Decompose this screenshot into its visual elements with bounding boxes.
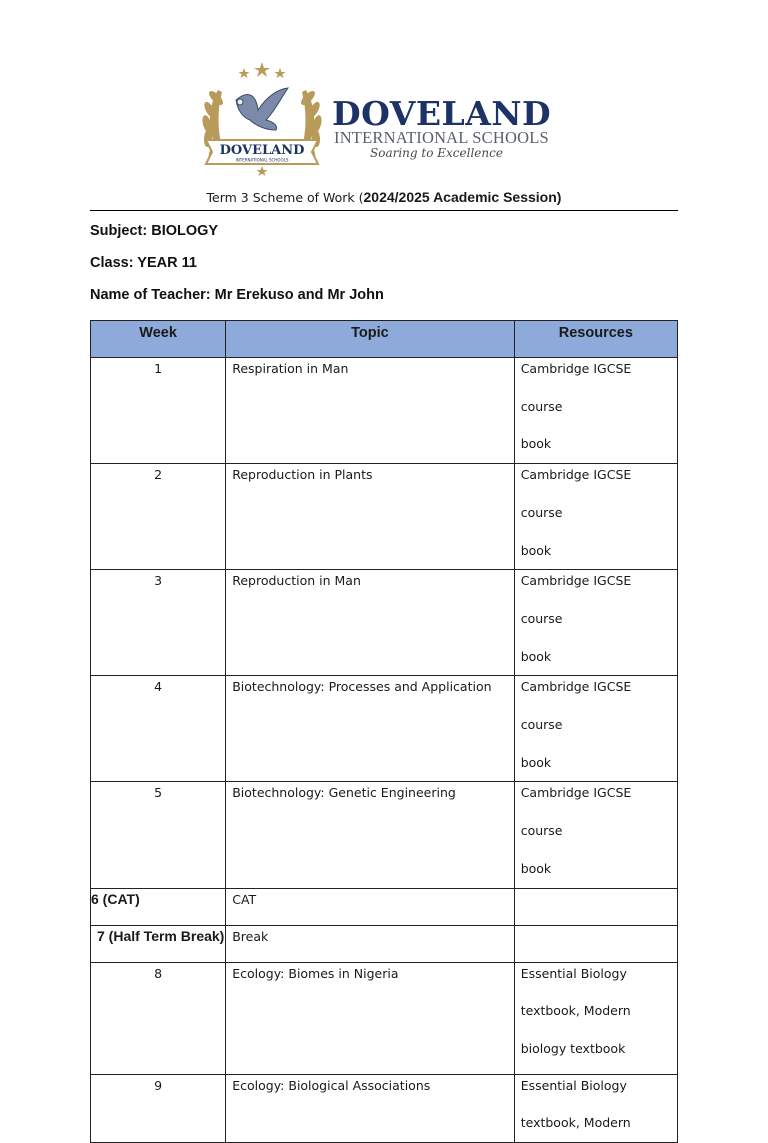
- table-row: [91, 464, 678, 570]
- week-cell: 8: [91, 962, 226, 1074]
- term-title-session: 2024/2025 Academic Session): [363, 189, 562, 205]
- resources-cell: Cambridge IGCSE course book: [514, 782, 677, 888]
- topic-cell: Biotechnology: Processes and Application: [226, 676, 514, 782]
- table-row: [91, 358, 678, 464]
- week-cell: 7 (Half Term Break): [91, 925, 226, 962]
- title-divider: [90, 210, 678, 211]
- column-header-week: Week: [91, 321, 226, 358]
- dove-crest-icon: [196, 60, 328, 180]
- week-cell: 9: [91, 1074, 226, 1142]
- term-title-prefix: Term 3 Scheme of Work (: [206, 190, 364, 205]
- topic-cell: Biotechnology: Genetic Engineering: [226, 782, 514, 888]
- class-line: Class: YEAR 11: [90, 255, 197, 271]
- teacher-line: Name of Teacher: Mr Erekuso and Mr John: [90, 287, 384, 303]
- topic-cell: CAT: [226, 888, 514, 925]
- scheme-table: [90, 320, 678, 1143]
- table-row: [91, 782, 678, 888]
- school-motto: Soaring to Excellence: [370, 146, 503, 160]
- resources-cell: Cambridge IGCSE course book: [514, 676, 677, 782]
- resources-cell: Essential Biology textbook, Modern biology textbook: [514, 962, 677, 1074]
- document-title: [90, 189, 678, 205]
- resources-cell: [514, 888, 677, 925]
- week-cell: 1: [91, 358, 226, 464]
- school-name: DOVELAND: [332, 94, 552, 133]
- topic-cell: Break: [226, 925, 514, 962]
- week-cell: 4: [91, 676, 226, 782]
- resources-cell: Cambridge IGCSE course book: [514, 570, 677, 676]
- resources-cell: Cambridge IGCSE course book: [514, 358, 677, 464]
- topic-cell: Reproduction in Plants: [226, 464, 514, 570]
- topic-cell: Reproduction in Man: [226, 570, 514, 676]
- emblem-name: DOVELAND: [219, 143, 305, 158]
- school-logo: [196, 60, 566, 180]
- school-subtitle: INTERNATIONAL SCHOOLS: [334, 128, 549, 147]
- resources-cell: Essential Biology textbook, Modern: [514, 1074, 677, 1142]
- topic-cell: Ecology: Biomes in Nigeria: [226, 962, 514, 1074]
- subject-line: Subject: BIOLOGY: [90, 223, 219, 239]
- week-cell: 2: [91, 464, 226, 570]
- table-row: [91, 1074, 678, 1142]
- week-cell: 5: [91, 782, 226, 888]
- column-header-resources: Resources: [514, 321, 677, 358]
- topic-cell: Ecology: Biological Associations: [226, 1074, 514, 1142]
- emblem-subtext: INTERNATIONAL SCHOOLS: [235, 157, 289, 163]
- table-row: [91, 962, 678, 1074]
- column-header-topic: Topic: [226, 321, 514, 358]
- topic-cell: Respiration in Man: [226, 358, 514, 464]
- week-cell: 3: [91, 570, 226, 676]
- resources-cell: Cambridge IGCSE course book: [514, 464, 677, 570]
- week-cell: 6 (CAT): [91, 888, 226, 925]
- table-row: [91, 676, 678, 782]
- table-row: [91, 570, 678, 676]
- school-wordmark: [332, 96, 562, 176]
